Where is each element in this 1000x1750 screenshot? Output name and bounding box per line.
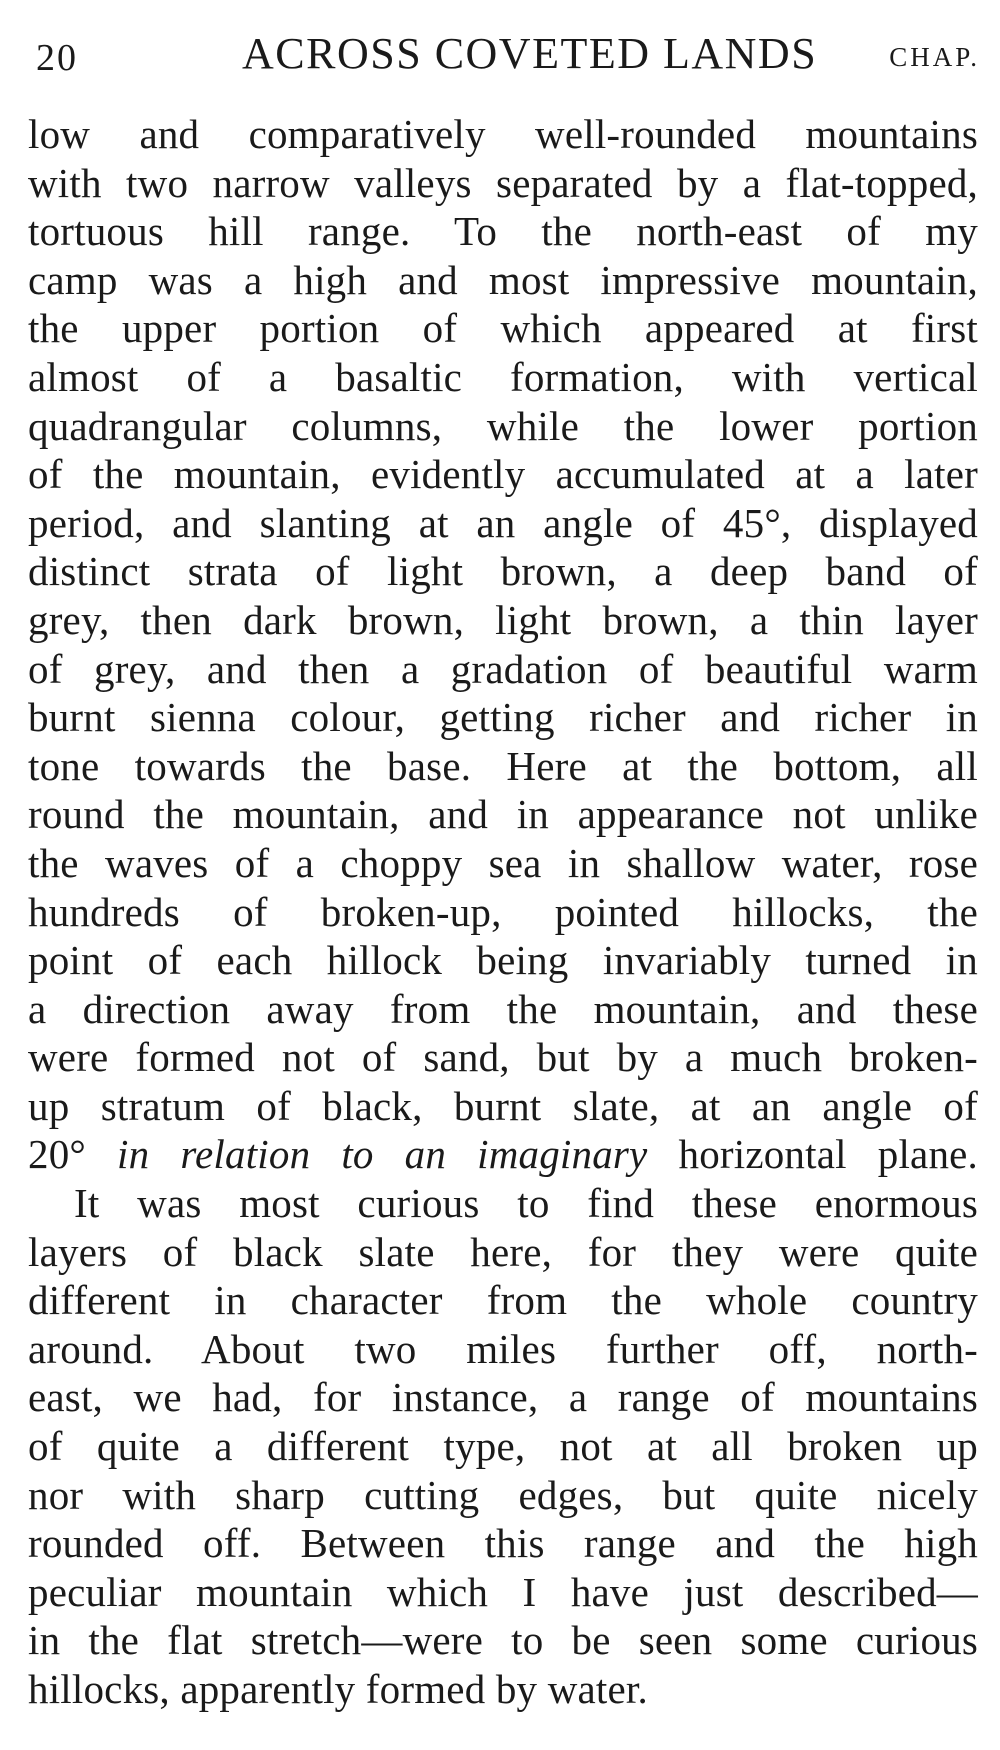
text-line: were formed not of sand, but by a much broken- [28,1034,978,1081]
text-line: nor with sharp cutting edges, but quite nicely [28,1471,978,1518]
text-line: round the mountain, and in appearance not unlike [28,791,978,838]
body-text [28,110,978,1714]
running-head [36,28,980,84]
text-line: around. About two miles further off, north- [28,1325,978,1372]
text-line: almost of a basaltic formation, with vertical [28,353,978,400]
text-line: hillocks, apparently formed by water. [28,1666,648,1712]
text-line: rounded off. Between this range and the high [28,1520,978,1567]
text-line: camp was a high and most impressive mountain, [28,256,978,303]
text-line: It was most curious to find these enormous [74,1180,978,1227]
text-run: 20° [28,1131,118,1178]
text-line: peculiar mountain which I have just described— [28,1568,978,1615]
text-line: different in character from the whole country [28,1277,978,1324]
text-line: low and comparatively well-rounded mountains [28,111,978,157]
italic-text-run: in relation to an imaginary [117,1131,648,1178]
text-line: grey, then dark brown, light brown, a thin layer [28,596,978,643]
text-line: with two narrow valleys separated by a flat-topped, [28,159,978,206]
text-line: the waves of a choppy sea in shallow water, rose [28,839,978,886]
paragraph-1 [28,110,978,1179]
text-line-mixed [28,1130,978,1179]
page-number: 20 [36,37,78,79]
chapter-label: CHAP. [889,42,980,72]
text-line: tone towards the base. Here at the bottom, all [28,742,978,789]
text-line: quadrangular columns, while the lower portion [28,402,978,449]
text-line: of the mountain, evidently accumulated at a later [28,451,978,498]
text-line: a direction away from the mountain, and these [28,985,978,1032]
text-line: up stratum of black, burnt slate, at an angle of [28,1082,978,1129]
text-line: tortuous hill range. To the north-east of my [28,208,978,255]
text-line: of grey, and then a gradation of beautiful warm [28,645,978,692]
text-line: period, and slanting at an angle of 45°, displayed [28,499,978,546]
text-line: in the flat stretch—were to be seen some curious [28,1617,978,1664]
text-run: horizontal plane. [647,1131,978,1178]
text-line: layers of black slate here, for they were quite [28,1228,978,1275]
book-title: ACROSS COVETED LANDS [242,29,818,78]
text-line: the upper portion of which appeared at first [28,305,978,352]
text-line: burnt sienna colour, getting richer and richer in [28,694,978,741]
text-line: distinct strata of light brown, a deep band of [28,548,978,595]
text-line: hundreds of broken-up, pointed hillocks, the [28,888,978,935]
text-line: of quite a different type, not at all broken up [28,1423,978,1470]
text-line: point of each hillock being invariably turned in [28,937,978,984]
text-line: east, we had, for instance, a range of mountains [28,1374,978,1421]
paragraph-2 [28,1179,978,1714]
